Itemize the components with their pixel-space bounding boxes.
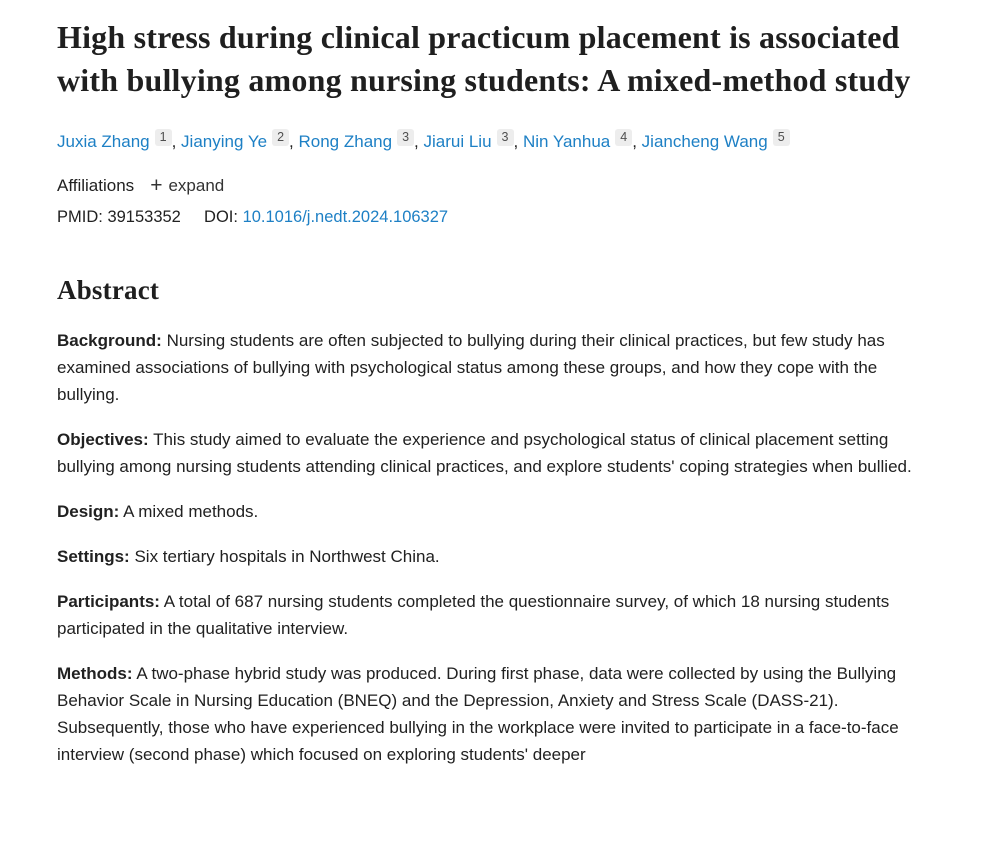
section-text-methods: A two-phase hybrid study was produced. During first phase, data were collected by using the Bullying Behavior Scale in Nursing Education (BNEQ) and the Depression, Anxiety and Stress Scale (DASS-21). Subsequently, those who have experienced bullying in the workplace were invited to participate in a face-to-face interview (second phase) which focused on exploring students' deeper bbox=[57, 664, 899, 764]
abstract-paragraph-design bbox=[57, 498, 924, 525]
article-title: High stress during clinical practicum placement is associated with bullying among nursing students: A mixed-method study bbox=[57, 19, 911, 98]
abstract-paragraph-background bbox=[57, 327, 924, 408]
author-affiliation-badge[interactable]: 5 bbox=[773, 129, 790, 146]
author-link[interactable]: Jianying Ye bbox=[181, 132, 268, 151]
author-item bbox=[181, 132, 294, 151]
authors-list bbox=[57, 129, 924, 152]
affiliations-row bbox=[57, 174, 924, 198]
section-text-design: A mixed methods. bbox=[123, 502, 259, 521]
section-text-participants: A total of 687 nursing students completed the questionnaire survey, of which 18 nursing students participated in the qualitative interview. bbox=[57, 592, 890, 638]
author-separator: , bbox=[513, 132, 519, 151]
pmid-value: 39153352 bbox=[107, 208, 181, 226]
section-text-objectives: This study aimed to evaluate the experience and psychological status of clinical placement setting bullying among nursing students attending clinical practices, and explore students' coping strategies when bullied. bbox=[57, 430, 912, 476]
expand-affiliations-button[interactable] bbox=[150, 176, 224, 196]
author-item bbox=[424, 132, 519, 151]
author-item bbox=[523, 132, 637, 151]
author-item bbox=[299, 132, 419, 151]
section-label-settings: Settings: bbox=[57, 547, 130, 566]
author-separator: , bbox=[289, 132, 294, 151]
identifiers-row bbox=[57, 205, 924, 229]
author-link[interactable]: Jiancheng Wang bbox=[641, 132, 768, 151]
author-link[interactable]: Jiarui Liu bbox=[423, 132, 492, 151]
section-label-design: Design: bbox=[57, 502, 120, 521]
section-label-background: Background: bbox=[57, 331, 162, 350]
abstract-paragraph-settings bbox=[57, 543, 924, 570]
affiliations-label: Affiliations bbox=[57, 176, 135, 195]
author-item bbox=[57, 132, 176, 151]
author-separator: , bbox=[171, 132, 177, 151]
section-text-background: Nursing students are often subjected to bullying during their clinical practices, but few study has examined associations of bullying with psychological status among these groups, and how they cope with the bullying. bbox=[57, 331, 885, 404]
author-affiliation-badge[interactable]: 3 bbox=[397, 129, 414, 146]
author-link[interactable]: Juxia Zhang bbox=[57, 132, 150, 151]
section-text-settings: Six tertiary hospitals in Northwest China. bbox=[134, 547, 440, 566]
author-affiliation-badge[interactable]: 4 bbox=[615, 129, 632, 146]
pmid-label: PMID: bbox=[57, 208, 103, 226]
plus-icon: + bbox=[150, 174, 163, 197]
doi-link[interactable]: 10.1016/j.nedt.2024.106327 bbox=[242, 208, 449, 226]
section-label-objectives: Objectives: bbox=[57, 430, 149, 449]
abstract-paragraph-methods bbox=[57, 660, 924, 768]
author-affiliation-badge[interactable]: 3 bbox=[497, 129, 514, 146]
abstract-heading: Abstract bbox=[57, 275, 160, 305]
author-link[interactable]: Nin Yanhua bbox=[522, 132, 611, 151]
author-separator: , bbox=[414, 132, 419, 151]
author-separator: , bbox=[632, 132, 637, 151]
section-label-methods: Methods: bbox=[57, 664, 133, 683]
abstract-paragraph-participants bbox=[57, 588, 924, 642]
abstract-paragraph-objectives bbox=[57, 426, 924, 480]
expand-label: expand bbox=[168, 176, 225, 195]
author-link[interactable]: Rong Zhang bbox=[298, 132, 393, 151]
section-label-participants: Participants: bbox=[57, 592, 160, 611]
author-affiliation-badge[interactable]: 2 bbox=[272, 129, 289, 146]
author-item bbox=[642, 132, 790, 151]
author-affiliation-badge[interactable]: 1 bbox=[155, 129, 172, 146]
doi-label: DOI: bbox=[204, 208, 238, 226]
